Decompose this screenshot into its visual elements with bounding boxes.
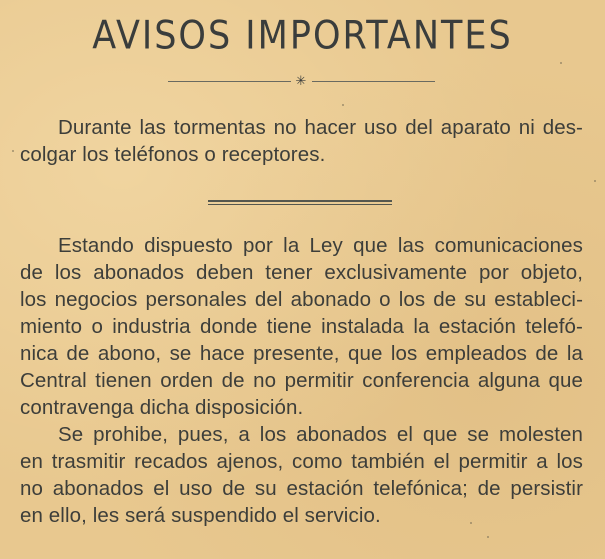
text-line: Central tienen orden de no permitir conferencia alguna que [20, 369, 583, 392]
ornamental-divider [168, 76, 435, 88]
paper-speck [12, 150, 14, 152]
asterisk-ornament-icon: ✳ [295, 74, 307, 89]
paper-speck [560, 62, 562, 64]
text-line: nica de abono, se hace presente, que los empleados de la [20, 342, 583, 365]
text-line: colgar los teléfonos o receptores. [20, 143, 326, 166]
paper-speck [342, 104, 344, 106]
text-line: contravenga dicha disposición. [20, 396, 304, 419]
text-line: de los abonados deben tener exclusivamente por objeto, [20, 261, 583, 284]
text-line: Durante las tormentas no hacer uso del aparato ni des- [58, 116, 583, 139]
paragraph-prohibition [20, 421, 583, 529]
paper-speck [487, 536, 489, 538]
paper-speck [470, 522, 472, 524]
text-line: Estando dispuesto por la Ley que las comunicaciones [58, 234, 583, 257]
text-line: en ello, les será suspendido el servicio. [20, 504, 381, 527]
text-line: los negocios personales del abonado o los de su estableci- [20, 288, 583, 311]
paper-speck [594, 180, 596, 182]
text-line: en trasmitir recados ajenos, como también el permitir a los [20, 450, 583, 473]
paragraph-storm-warning [20, 114, 583, 168]
paragraph-law-notice [20, 232, 583, 421]
text-line: miento o industria donde tiene instalada la estación telefó- [20, 315, 583, 338]
page-title: AVISOS IMPORTANTES [92, 14, 513, 59]
text-line: no abonados el uso de su estación telefónica; de persistir [20, 477, 583, 500]
divider-line-right [312, 81, 435, 82]
double-rule-divider [208, 200, 392, 205]
divider-line-left [168, 81, 291, 82]
text-line: Se prohibe, pues, a los abonados el que se molesten [58, 423, 583, 446]
